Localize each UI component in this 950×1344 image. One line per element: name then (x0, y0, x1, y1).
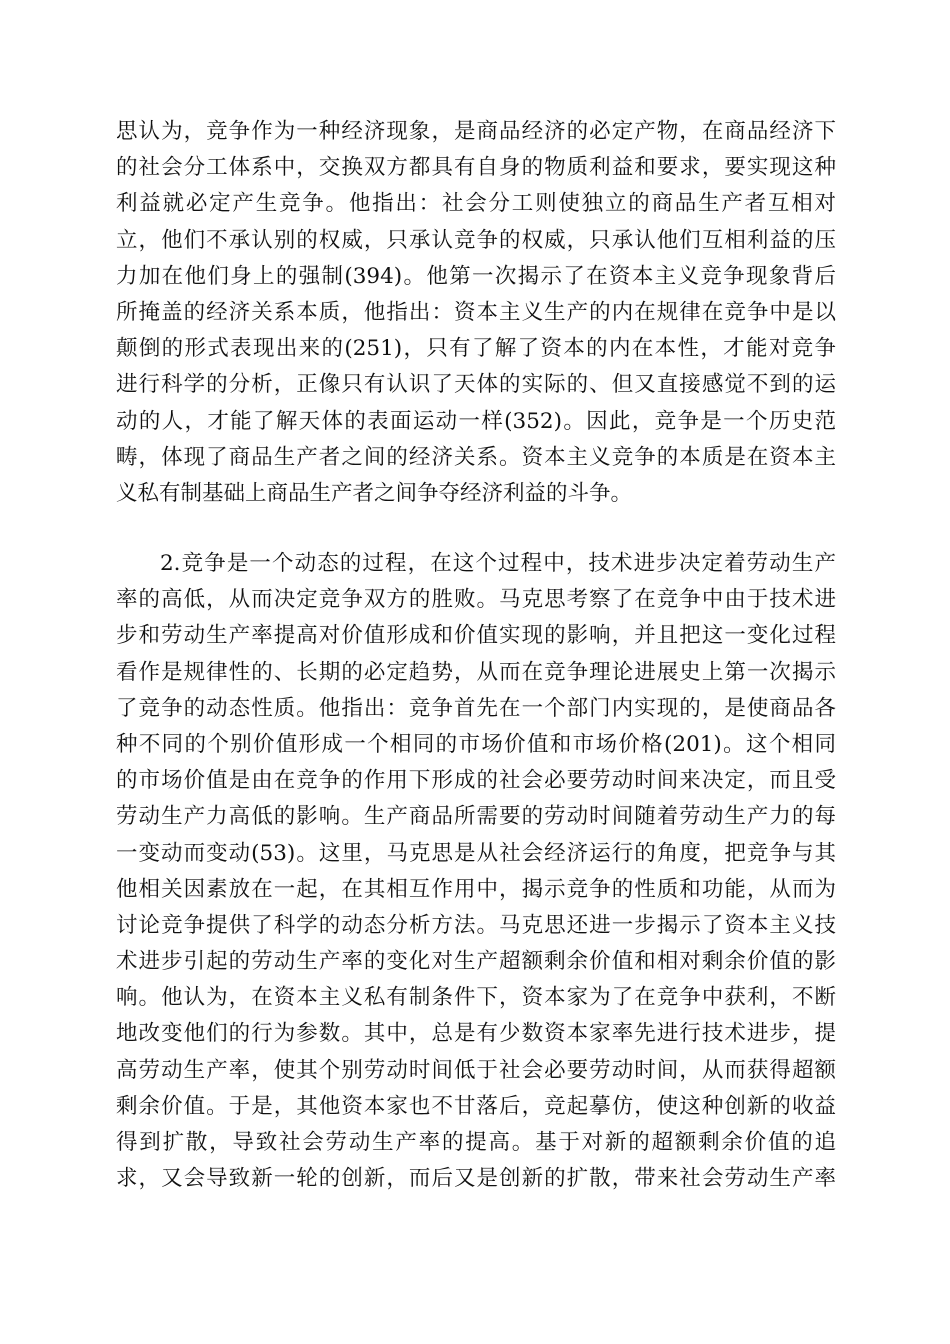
text-line: 讨论竞争提供了科学的动态分析方法。马克思还进一步揭示了资本主义技 (116, 912, 836, 938)
text-line: 了竞争的动态性质。他指出：竞争首先在一个部门内实现的，是使商品各 (116, 695, 836, 721)
text-line: 得到扩散，导致社会劳动生产率的提高。基于对新的超额剩余价值的追 (116, 1130, 836, 1155)
text-line: 劳动生产力高低的影响。生产商品所需要的劳动时间随着劳动生产力的每 (116, 804, 836, 830)
text-line: 颠倒的形式表现出来的(251)，只有了解了资本的内在本性，才能对竞争 (116, 336, 836, 362)
text-line: 立，他们不承认别的权威，只承认竞争的权威，只承认他们互相利益的压 (116, 227, 836, 253)
text-line: 畴，体现了商品生产者之间的经济关系。资本主义竞争的本质是在资本主 (116, 444, 836, 470)
text-line: 步和劳动生产率提高对价值形成和价值实现的影响，并且把这一变化过程 (116, 623, 836, 649)
paragraph-2 (116, 546, 836, 1197)
text-line: 地改变他们的行为参数。其中，总是有少数资本家率先进行技术进步，提 (116, 1021, 836, 1047)
text-line: 术进步引起的劳动生产率的变化对生产超额剩余价值和相对剩余价值的影 (116, 949, 836, 975)
text-line: 动的人，才能了解天体的表面运动一样(352)。因此，竞争是一个历史范 (116, 408, 836, 434)
text-line: 的社会分工体系中，交换双方都具有自身的物质利益和要求，要实现这种 (116, 155, 836, 181)
text-line: 高劳动生产率，使其个别劳动时间低于社会必要劳动时间，从而获得超额 (116, 1057, 836, 1083)
paragraph-1 (116, 114, 836, 512)
text-line: 进行科学的分析，正像只有认识了天体的实际的、但又直接感觉不到的运 (116, 372, 836, 398)
text-line: 利益就必定产生竞争。他指出：社会分工则使独立的商品生产者互相对 (116, 191, 836, 217)
text-line: 他相关因素放在一起，在其相互作用中，揭示竞争的性质和功能，从而为 (116, 876, 836, 902)
text-line: 思认为，竞争作为一种经济现象，是商品经济的必定产物，在商品经济下 (116, 119, 836, 144)
text-line: 求，又会导致新一轮的创新，而后又是创新的扩散，带来社会劳动生产率 (116, 1166, 836, 1192)
text-line: 的市场价值是由在竞争的作用下形成的社会必要劳动时间来决定，而且受 (116, 768, 836, 794)
text-line: 一变动而变动(53)。这里，马克思是从社会经济运行的角度，把竞争与其 (116, 840, 836, 866)
text-line: 响。他认为，在资本主义私有制条件下，资本家为了在竞争中获利，不断 (116, 985, 836, 1011)
text-line: 率的高低，从而决定竞争双方的胜败。马克思考察了在竞争中由于技术进 (116, 587, 836, 613)
text-line: 义私有制基础上商品生产者之间争夺经济利益的斗争。 (116, 480, 633, 506)
text-line: 剩余价值。于是，其他资本家也不甘落后，竞起摹仿，使这种创新的收益 (116, 1093, 836, 1119)
text-line: 力加在他们身上的强制(394)。他第一次揭示了在资本主义竞争现象背后 (116, 263, 836, 289)
text-line: 所掩盖的经济关系本质，他指出：资本主义生产的内在规律在竞争中是以 (116, 299, 836, 325)
text-line: 种不同的个别价值形成一个相同的市场价值和市场价格(201)。这个相同 (116, 731, 836, 757)
text-line: 2.竞争是一个动态的过程，在这个过程中，技术进步决定着劳动生产 (160, 551, 836, 576)
text-line: 看作是规律性的、长期的必定趋势，从而在竞争理论进展史上第一次揭示 (116, 659, 836, 685)
